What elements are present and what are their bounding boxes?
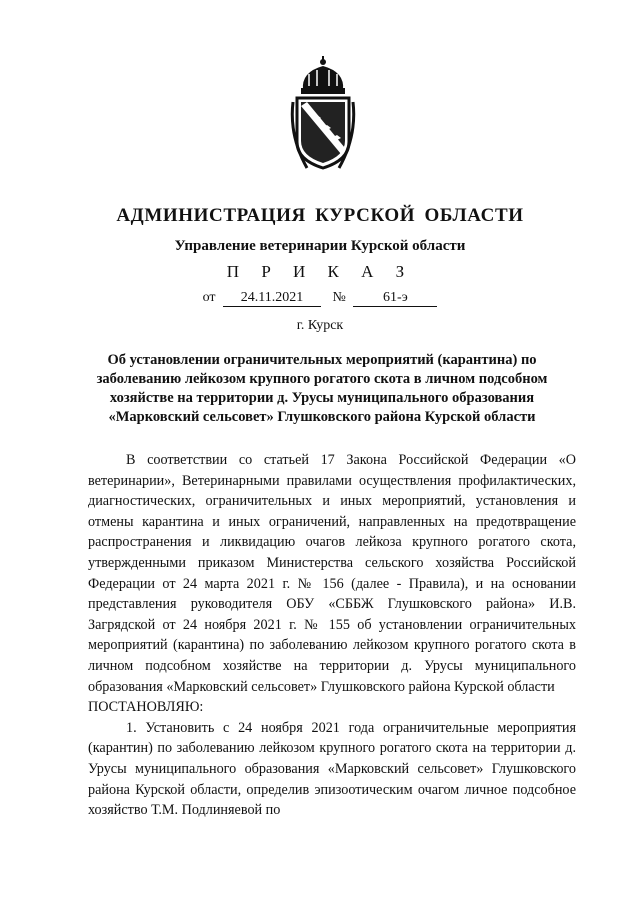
department-title: Управление ветеринарии Курской области: [174, 238, 466, 254]
number-prefix: №: [332, 290, 346, 305]
item-1-paragraph: 1. Установить с 24 ноября 2021 года ограничительные мероприятия (карантин) по заболеванию лейкозом крупного рогатого скота на территории д. Урусы муниципального образования «Марковский сельсовет» Глушковского района Курской области, определив эпизоотическим очагом личное подсобное хозяйство Т.М. Подлиняевой по: [88, 719, 576, 819]
date-number-line: [0, 290, 640, 307]
date-prefix: от: [202, 290, 216, 305]
city: г. Курск: [296, 318, 344, 333]
agency-title: АДМИНИСТРАЦИЯ КУРСКОЙ ОБЛАСТИ: [116, 205, 524, 226]
preamble-paragraph: В соответствии со статьей 17 Закона Российской Федерации «О ветеринарии», Ветеринарными правилами осуществления профилактических, диагностических, ограничительных и иных мероприятий, установления и отмены карантина и иных ограничений, направленных на предотвращение распространения и ликвидацию очагов лейкоза крупного рогатого скота, утвержденными приказом Министерства сельского хозяйства Российской Федерации от 24 марта 2021 г. № 156 (далее - Правила), и на основании представления руководителя ОБУ «СББЖ Глушковского района» И.В. Загрядской от 24 ноября 2021 г. № 155 об установлении ограничительных мероприятий (карантина) по заболеванию лейкозом крупного рогатого скота в личном подсобном хозяйстве на территории д. Урусы муниципального образования «Марковский сельсовет» Глушковского района Курской области: [88, 452, 576, 695]
order-body: [88, 450, 576, 821]
order-number: 61-э: [353, 290, 437, 307]
resolve-word: ПОСТАНОВЛЯЮ:: [88, 699, 204, 716]
kursk-coat-of-arms-icon: [287, 56, 359, 174]
document-type: П Р И К А З: [226, 262, 414, 281]
order-date: 24.11.2021: [223, 290, 321, 307]
order-subject: Об установлении ограничительных мероприятий (карантина) по заболеванию лейкозом крупного рогатого скота в личном подсобном хозяйстве на территории д. Урусы муниципального образования «Марковский сельсовет» Глушковского района Курской области: [96, 352, 548, 425]
